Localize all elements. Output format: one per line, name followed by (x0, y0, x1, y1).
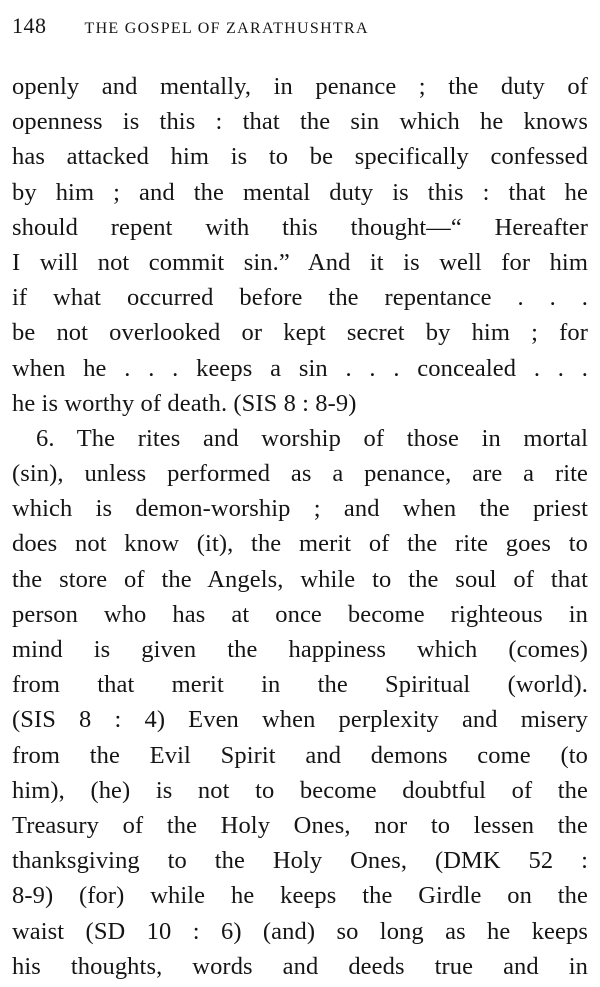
page-header (12, 13, 588, 49)
text-line: his thoughts, words and deeds true and in (12, 952, 588, 980)
text-line: should repent with this thought—“ Hereafter (12, 213, 588, 241)
text-line: openly and mentally, in penance ; the duty of (12, 73, 588, 100)
text-line: (SIS 8 : 4) Even when perplexity and misery (12, 706, 588, 734)
text-line: 6. The rites and worship of those in mortal (36, 424, 588, 452)
text-line: if what occurred before the repentance . . . (12, 284, 588, 312)
text-line: be not overlooked or kept secret by him ; for (12, 319, 588, 347)
text-line: mind is given the happiness which (comes) (12, 636, 588, 663)
text-line: Treasury of the Holy Ones, nor to lessen the (12, 811, 588, 839)
text-line: which is demon-worship ; and when the priest (12, 495, 588, 523)
text-line: the store of the Angels, while to the soul of that (12, 565, 588, 593)
text-line: waist (SD 10 : 6) (and) so long as he keeps (12, 917, 588, 945)
text-line: person who has at once become righteous in (12, 600, 588, 628)
text-line: has attacked him is to be specifically confessed (12, 143, 588, 171)
body-text (12, 69, 588, 984)
text-line: 8-9) (for) while he keeps the Girdle on the (12, 882, 588, 910)
text-line: openness is this : that the sin which he knows (12, 108, 588, 136)
text-line: does not know (it), the merit of the rite goes to (12, 530, 588, 558)
text-line: I will not commit sin.” And it is well for him (12, 248, 588, 276)
text-line: from that merit in the Spiritual (world). (12, 671, 588, 699)
text-line: when he . . . keeps a sin . . . concealed . . . (12, 354, 588, 382)
text-line: him), (he) is not to become doubtful of the (12, 776, 588, 804)
text-line: thanksgiving to the Holy Ones, (DMK 52 : (12, 847, 588, 875)
running-title: THE GOSPEL OF ZARATHUSHTRA (84, 20, 369, 37)
text-line: from the Evil Spirit and demons come (to (12, 741, 588, 769)
page-number: 148 (12, 13, 47, 38)
text-line: (sin), unless performed as a penance, are a rite (12, 460, 588, 488)
text-line: he is worthy of death. (SIS 8 : 8-9) (12, 389, 357, 417)
text-line: by him ; and the mental duty is this : that he (12, 178, 588, 206)
